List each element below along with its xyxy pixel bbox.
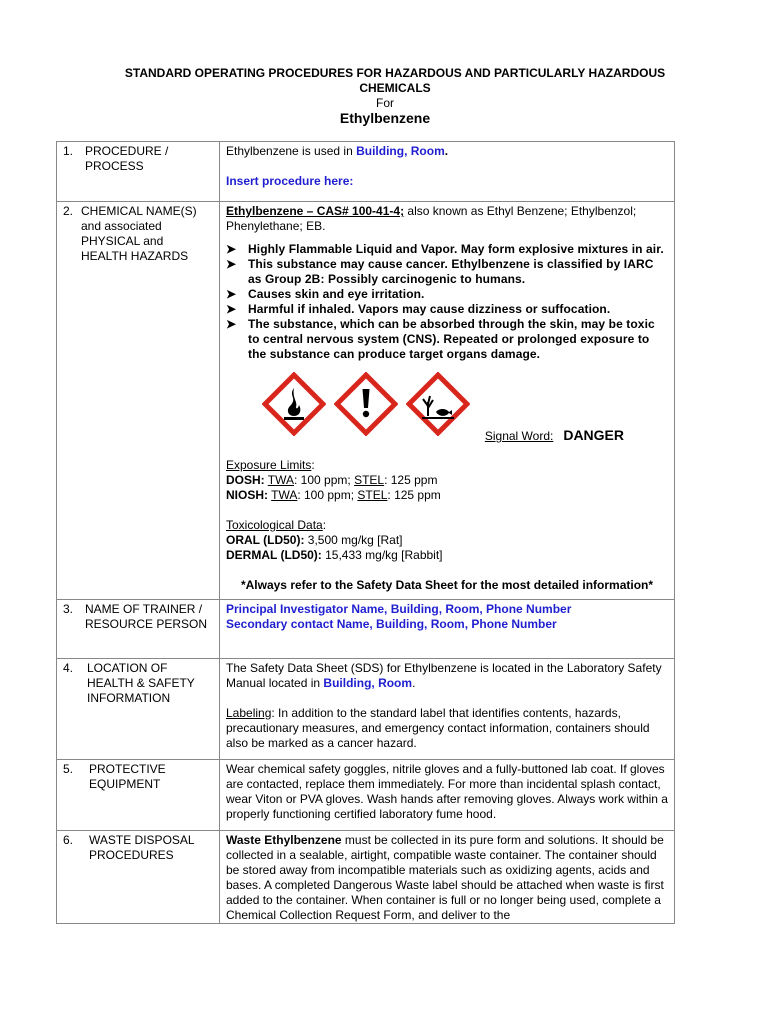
dosh-limits: DOSH: TWA: 100 ppm; STEL: 125 ppm xyxy=(226,473,438,487)
row-label-waste: WASTE DISPOSAL PROCEDURES xyxy=(89,833,195,862)
row-label-ppe: PROTECTIVE EQUIPMENT xyxy=(89,762,166,791)
chemical-name-heading: Ethylbenzene xyxy=(339,110,431,126)
row-label-procedure: PROCEDURE / PROCESS xyxy=(85,144,169,173)
sds-location-text: The Safety Data Sheet (SDS) for Ethylbenzene is located in the Laboratory Safety Manual located in xyxy=(226,661,662,690)
waste-bold: Waste Ethylbenzene xyxy=(226,833,342,847)
arrow-bullet-icon: ➤ xyxy=(226,302,237,316)
insert-procedure-prompt: Insert procedure here: xyxy=(226,174,354,188)
sds-location: Building, Room xyxy=(323,676,413,690)
list-item: ➤ Harmful if inhaled. Vapors may cause dizziness or suffocation. xyxy=(226,302,611,316)
row-label-location: LOCATION OF HEALTH & SAFETY INFORMATION xyxy=(87,661,195,705)
list-item: ➤ This substance may cause cancer. Ethylbenzene is classified by IARC as Group 2B: Possibly carcinogenic to humans. xyxy=(226,257,654,286)
ppe-text: Wear chemical safety goggles, nitrile gloves and a fully-buttoned lab coat. If gloves are contacted, replace them immediately. For more than incidental splash contact, wear Viton or PVA gloves. Wash hands after removing gloves. Always work within a properly functioning certified laboratory fume hood. xyxy=(226,762,668,821)
row-number: 1. xyxy=(63,144,74,158)
procedure-text: Ethylbenzene is used in xyxy=(226,144,357,158)
secondary-contact: Secondary contact Name, Building, Room, Phone Number xyxy=(226,617,557,631)
flame-icon xyxy=(262,372,326,436)
niosh-limits: NIOSH: TWA: 100 ppm; STEL: 125 ppm xyxy=(226,488,441,502)
exposure-limits-title: Exposure Limits xyxy=(226,458,312,472)
row-label-chemical: CHEMICAL NAME(S) and associated PHYSICAL and HEALTH HAZARDS xyxy=(81,204,197,263)
hazard-list xyxy=(226,242,668,362)
table-row-trainer xyxy=(57,600,675,659)
table-row-procedure: 1. PROCEDURE / PROCESS Ethylbenzene is used in Building, Room. Insert procedure here: xyxy=(57,142,675,202)
table-row-chemical: 2. CHEMICAL NAME(S) and associated PHYSICAL and HEALTH HAZARDS Ethylbenzene – CAS# 100-41-4; also known as Ethyl Benzene; Ethylbenzol; Phenylethane; EB. ➤ Highly Flammable Liquid and Vapor. May form explosive mixtures in air. ➤ This substance may cause cancer. Ethylbenzene is classified by IARC as Group 2B: Possibly carcinogenic to humans. ➤ Causes skin and eye irritation. ➤ Harmful if inhaled. Vapors may cause dizziness or suffocation. ➤ The substance, which can be absorbed through the skin, may be toxic to central nervous system (CNS). Repeated or prolonged exposure to the substance can produce target organs damage. Signal Word: DANGER Exposure Limits: DOSH: TWA: 100 ppm; STEL: 125 ppm NIOSH: TWA: 100 ppm; STEL: 125 ppm Toxicological Data: ORAL (LD50): 3,500 mg/kg [Rat] DERMAL (LD50): 15,433 mg/kg [Rabbit] *Always refer to the Safety Data Sheet for the most detailed information* xyxy=(57,202,675,600)
synonyms: also known as Ethyl Benzene; Ethylbenzol; Phenylethane; EB. xyxy=(226,204,637,233)
row-number: 5. xyxy=(63,762,74,776)
row-number: 4. xyxy=(63,661,74,675)
table-row-location: 4. LOCATION OF HEALTH & SAFETY INFORMATION The Safety Data Sheet (SDS) for Ethylbenzene is located in the Laboratory Safety Manual located in Building, Room. Labeling: In addition to the standard label that identifies contents, hazards, precautionary measures, and emergency contact information, containers should also be marked as a cancer hazard. xyxy=(57,659,675,760)
environment-icon xyxy=(406,372,470,436)
list-item: ➤ Highly Flammable Liquid and Vapor. May form explosive mixtures in air. xyxy=(226,242,664,256)
row-number: 6. xyxy=(63,833,74,847)
dermal-ld50: DERMAL (LD50): 15,433 mg/kg [Rabbit] xyxy=(226,548,443,562)
labeling-title: Labeling xyxy=(226,706,272,720)
arrow-bullet-icon: ➤ xyxy=(226,257,237,271)
list-item: ➤ The substance, which can be absorbed through the skin, may be toxic to central nervous system (CNS). Repeated or prolonged exposure to the substance can produce target organs damage. xyxy=(226,317,655,361)
toxicological-data-title: Toxicological Data xyxy=(226,518,323,532)
principal-investigator: Principal Investigator Name, Building, Room, Phone Number xyxy=(226,602,572,616)
list-item: ➤ Causes skin and eye irritation. xyxy=(226,287,425,301)
waste-text: must be collected in its pure form and solutions. It should be collected in a sealable, airtight, compatible waste container. The container should be stored away from incompatible materials such as oxidizing agents, acids and bases. A completed Dangerous Waste label should be attached when waste is first added to the container. When container is full or no longer being used, complete a Chemical Collection Request Form, and deliver to the xyxy=(226,833,664,922)
document-title: STANDARD OPERATING PROCEDURES FOR HAZARDOUS AND PARTICULARLY HAZARDOUS CHEMICALS xyxy=(124,66,666,95)
sds-reference-note: *Always refer to the Safety Data Sheet for the most detailed information* xyxy=(240,578,654,592)
arrow-bullet-icon: ➤ xyxy=(226,287,237,301)
row-number: 3. xyxy=(63,602,74,616)
arrow-bullet-icon: ➤ xyxy=(226,242,237,256)
oral-ld50: ORAL (LD50): 3,500 mg/kg [Rat] xyxy=(226,533,403,547)
row-number: 2. xyxy=(63,204,74,218)
table-row-ppe xyxy=(57,760,675,831)
exclamation-icon xyxy=(334,372,398,436)
table-row-waste xyxy=(57,831,675,924)
sop-table xyxy=(56,141,675,924)
procedure-location: Building, Room xyxy=(356,144,445,158)
arrow-bullet-icon: ➤ xyxy=(226,317,237,331)
labeling-text: : In addition to the standard label that identifies contents, hazards, precautionary measures, and emergency contact information, containers should also be marked as a cancer hazard. xyxy=(226,706,650,750)
row-label-trainer: NAME OF TRAINER / RESOURCE PERSON xyxy=(85,602,208,631)
for-label: For xyxy=(376,96,394,110)
cas-number: Ethylbenzene – CAS# 100-41-4; xyxy=(226,204,405,218)
signal-word-label: Signal Word: xyxy=(484,429,554,443)
signal-word: DANGER xyxy=(563,427,624,443)
